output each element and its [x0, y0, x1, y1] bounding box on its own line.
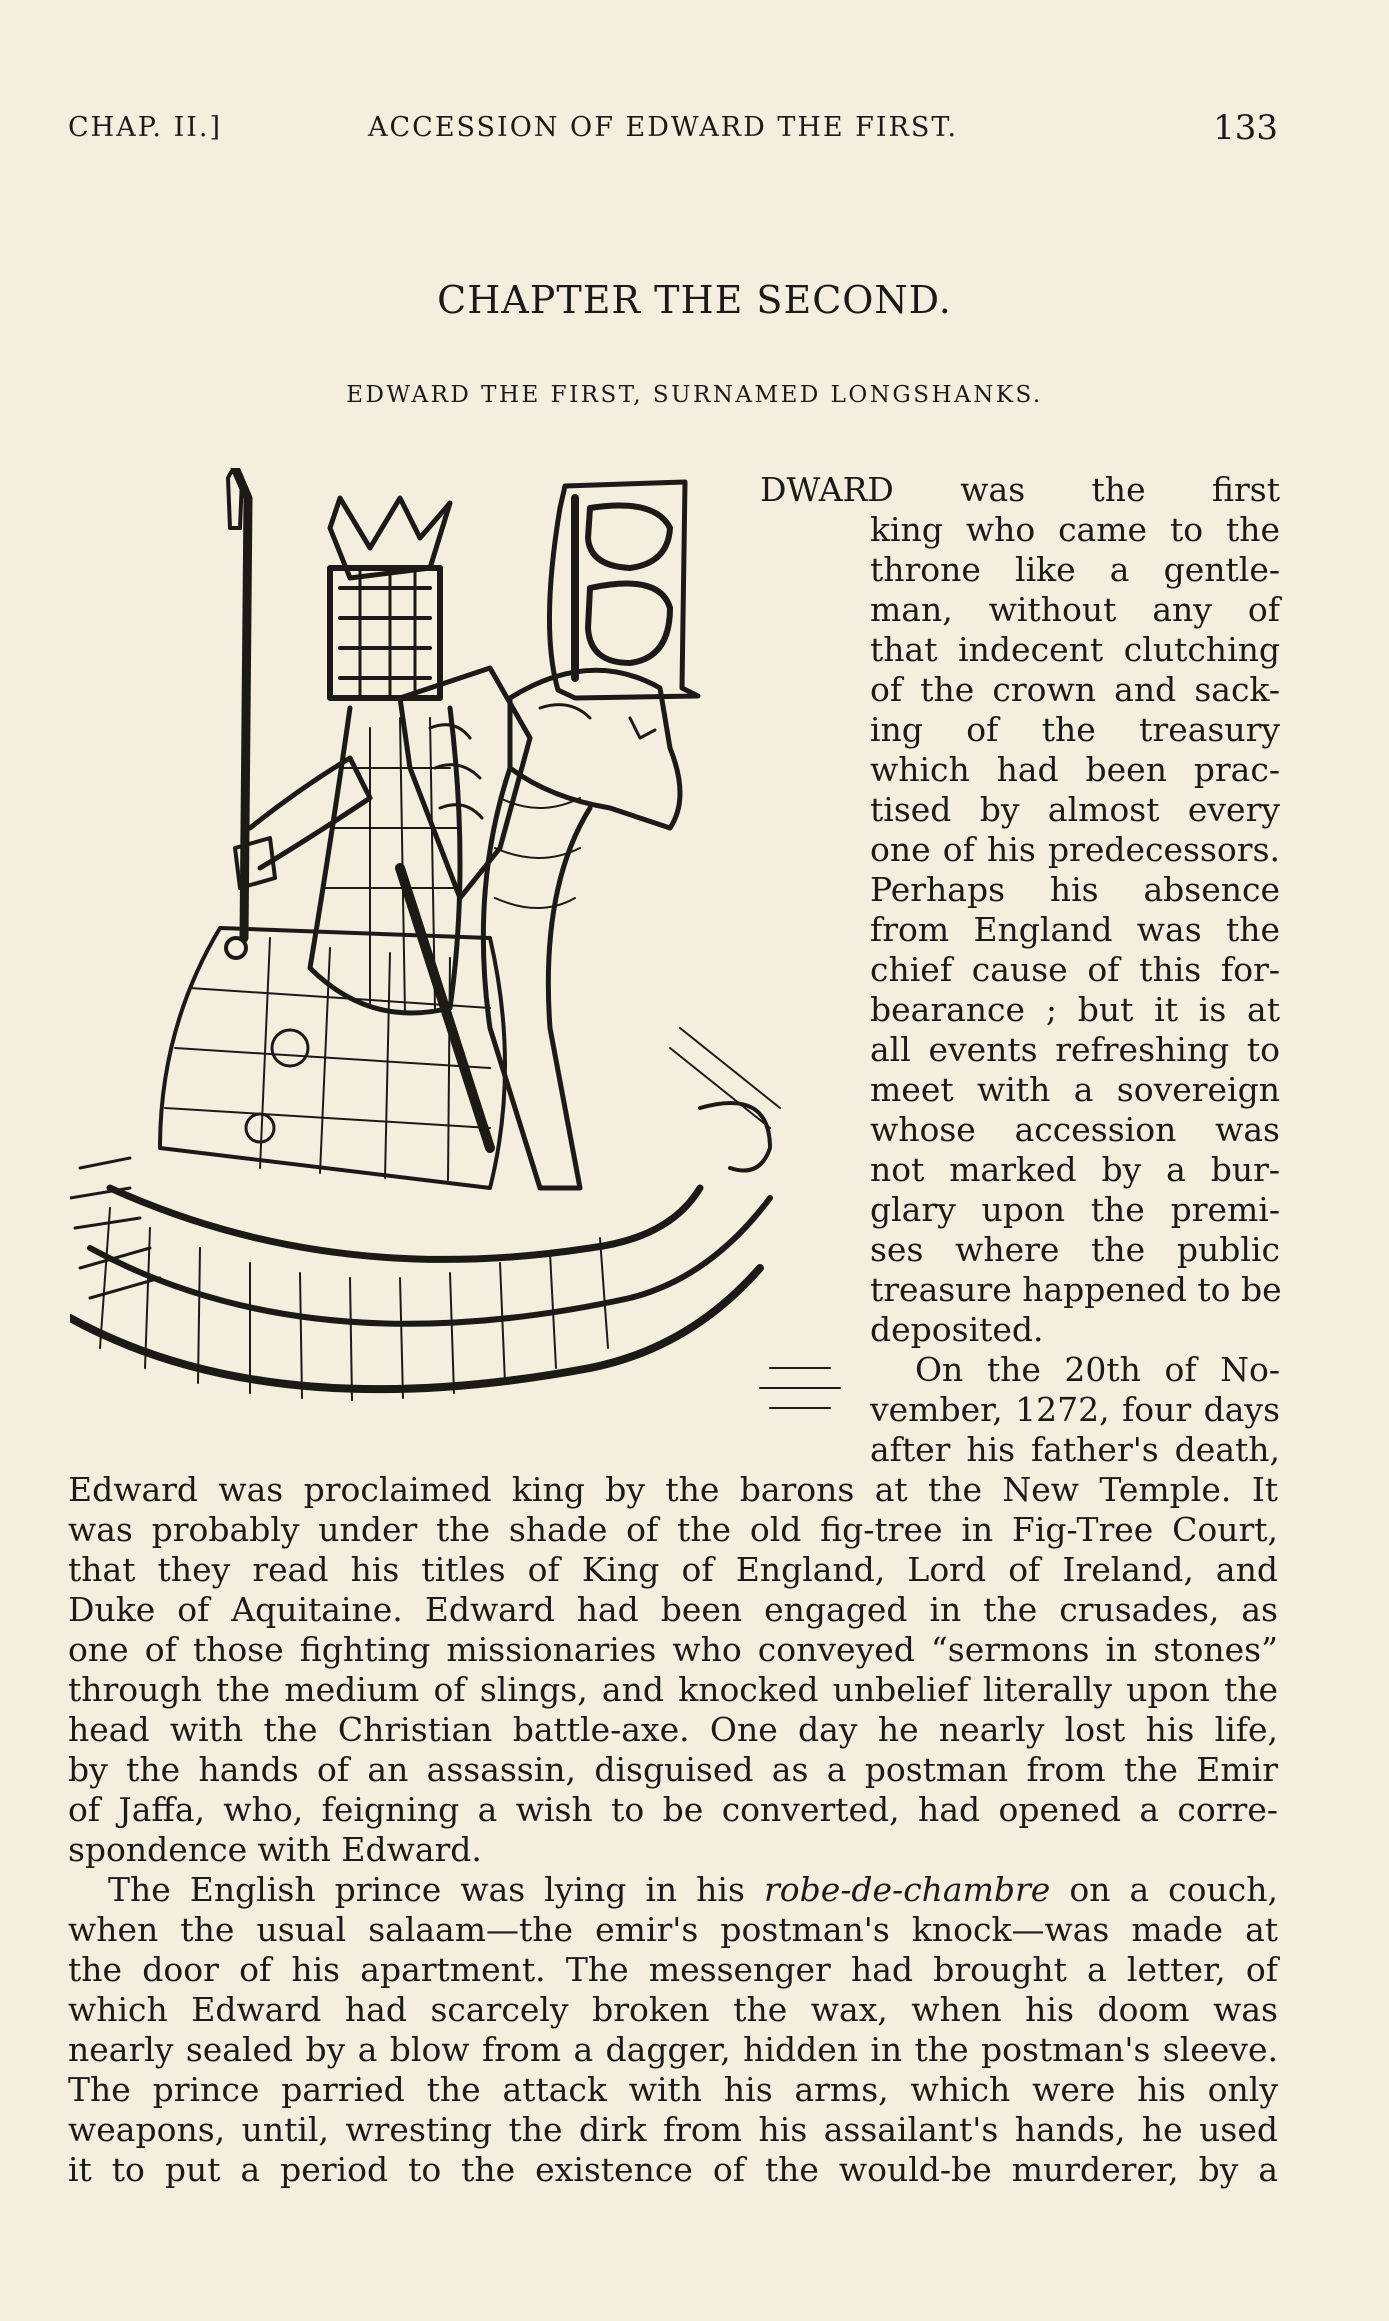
text-line: not marked by a bur-: [870, 1150, 1280, 1189]
text-line: vember, 1272, four days: [870, 1390, 1280, 1429]
text-line: On the 20th of No-: [915, 1350, 1280, 1389]
text-line: through the medium of slings, and knocked unbelief literally upon the: [68, 1670, 1278, 1709]
text-line: ses where the public: [870, 1230, 1280, 1269]
text-line: Duke of Aquitaine. Edward had been engaged in the crusades, as: [68, 1590, 1278, 1629]
text-line: meet with a sovereign: [870, 1070, 1280, 1109]
text-line: that they read his titles of King of England, Lord of Ireland, and: [68, 1550, 1278, 1589]
running-title: ACCESSION OF EDWARD THE FIRST.: [368, 112, 959, 143]
text-line: after his father's death,: [870, 1430, 1280, 1469]
text-line: whose accession was: [870, 1110, 1280, 1149]
text-run: on a couch,: [1050, 1870, 1279, 1909]
text-line: nearly sealed by a blow from a dagger, hidden in the postman's sleeve.: [68, 2030, 1278, 2069]
italic-phrase: robe-de-chambre: [763, 1870, 1051, 1909]
chapter-marker: CHAP. II.]: [68, 112, 223, 143]
text-line: chief cause of this for-: [870, 950, 1280, 989]
text-line: ing of the treasury: [870, 710, 1280, 749]
text-line: treasure happened to be: [870, 1270, 1282, 1309]
text-line: from England was the: [870, 910, 1280, 949]
text-line: spondence with Edward.: [68, 1830, 482, 1869]
text-line: when the usual salaam—the emir's postman's knock—was made at: [68, 1910, 1278, 1949]
text-line: king who came to the: [870, 510, 1280, 549]
chapter-title: CHAPTER THE SECOND.: [437, 278, 952, 322]
text-line: weapons, until, wresting the dirk from his assailant's hands, he used: [68, 2110, 1278, 2149]
page-number: 133: [1213, 108, 1278, 148]
chapter-subtitle: EDWARD THE FIRST, SURNAMED LONGSHANKS.: [346, 382, 1043, 408]
running-head: [68, 108, 1278, 156]
text-run: The English prince was lying in his: [108, 1870, 764, 1909]
text-line: tised by almost every: [870, 790, 1280, 829]
text-line: bearance ; but it is at: [870, 990, 1280, 1029]
text-line: which had been prac-: [870, 750, 1280, 789]
drop-cap-e: [549, 482, 698, 698]
text-line: Perhaps his absence: [870, 870, 1280, 909]
text-line: all events refreshing to: [870, 1030, 1280, 1069]
text-line: Edward was proclaimed king by the barons at the New Temple. It: [68, 1470, 1278, 1509]
text-line: glary upon the premi-: [870, 1190, 1280, 1229]
text-line: head with the Christian battle-axe. One day he nearly lost his life,: [68, 1710, 1278, 1749]
text-line: man, without any of: [870, 590, 1280, 629]
text-line: The prince parried the attack with his arms, which were his only: [68, 2070, 1278, 2109]
text-line: [108, 1870, 1278, 1910]
text-line: was probably under the shade of the old fig-tree in Fig-Tree Court,: [68, 1510, 1278, 1549]
text-line: one of his predecessors.: [870, 830, 1280, 869]
text-line: that indecent clutching: [870, 630, 1280, 669]
sceptre: [226, 468, 248, 958]
woodcut-illustration: [70, 468, 860, 1453]
text-line: by the hands of an assassin, disguised as a postman from the Emir: [68, 1750, 1278, 1789]
text-line: of the crown and sack-: [870, 670, 1280, 709]
king-on-rocking-horse-drawing: [70, 468, 860, 1453]
text-line: of Jaffa, who, feigning a wish to be converted, had opened a corre-: [68, 1790, 1278, 1829]
text-line: deposited.: [870, 1310, 1044, 1349]
text-line: the door of his apartment. The messenger had brought a letter, of: [68, 1950, 1278, 1989]
text-line: it to put a period to the existence of the would-be murderer, by a: [68, 2150, 1278, 2189]
text-line: throne like a gentle-: [870, 550, 1280, 589]
text-line: which Edward had scarcely broken the wax, when his doom was: [68, 1990, 1278, 2029]
text-line: one of those fighting missionaries who conveyed “sermons in stones”: [68, 1630, 1278, 1669]
text-line: DWARD was the first: [760, 470, 1280, 509]
crowned-figure: [235, 498, 530, 1148]
